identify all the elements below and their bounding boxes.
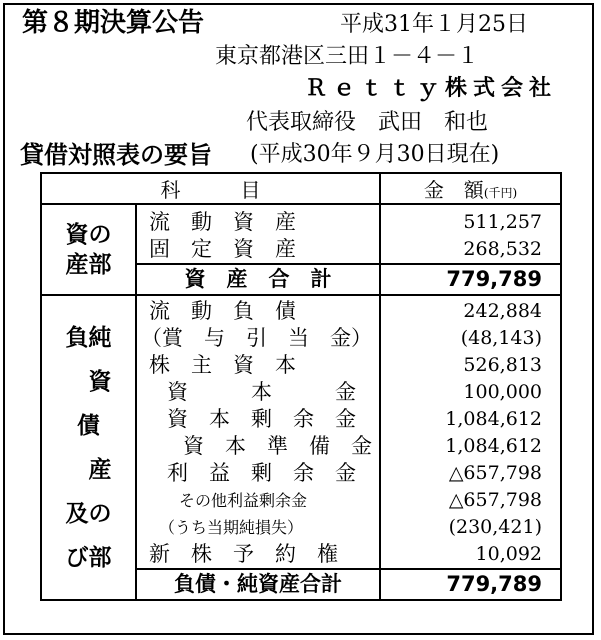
list-value: 100,000	[463, 381, 542, 403]
company-name: Ｒｅｔｔｙ株式会社	[305, 76, 558, 101]
liabilities-label-line: 及の	[65, 500, 112, 527]
balance-sheet-date: (平成30年９月30日現在)	[250, 142, 500, 167]
list-value: 242,884	[463, 300, 542, 322]
balance-sheet-table	[40, 172, 562, 601]
liabilities-label-line: 産	[65, 456, 112, 483]
list-item: 資 本 金	[167, 380, 356, 404]
list-value: 10,092	[475, 543, 542, 565]
list-value: △657,798	[448, 489, 542, 511]
list-item: 資 本 剰 余 金	[167, 407, 356, 431]
list-value: (48,143)	[460, 327, 542, 349]
list-item: 資 本 準 備 金	[183, 434, 372, 458]
list-value: 1,084,612	[445, 435, 542, 457]
list-item: 株 主 資 本	[149, 353, 296, 377]
notice-date: 平成31年１月25日	[340, 12, 528, 37]
column-header-unit: (千円)	[483, 186, 518, 200]
company-address: 東京都港区三田１－４－１	[215, 44, 480, 69]
list-item: 利 益 剰 余 金	[167, 461, 356, 485]
liabilities-values	[380, 295, 561, 569]
liabilities-label-line: 負純	[65, 324, 112, 351]
list-value: 268,532	[463, 238, 542, 260]
list-item: 固 定 資 産	[149, 237, 296, 261]
list-value: 1,084,612	[445, 408, 542, 430]
assets-section	[41, 204, 561, 264]
assets-label-line: 産部	[65, 251, 112, 278]
liabilities-label-line: 資	[65, 368, 112, 395]
assets-section-label	[41, 204, 136, 295]
liabilities-total-label: 負債・純資産合計	[136, 569, 380, 600]
liabilities-label-line: び部	[65, 544, 112, 571]
list-item: 新 株 予 約 権	[149, 542, 338, 566]
liabilities-label-line: 債	[77, 412, 123, 439]
list-value: △657,798	[448, 462, 542, 484]
column-header-amount	[380, 173, 561, 204]
balance-sheet-title: 貸借対照表の要旨	[20, 141, 212, 169]
assets-items	[136, 204, 380, 264]
list-item: 流 動 負 債	[149, 299, 296, 323]
column-header-amount-label: 金 額	[423, 178, 484, 202]
column-header-item: 科 目	[41, 173, 380, 204]
list-item: （賞 与 引 当 金）	[141, 326, 372, 350]
list-value: 526,813	[463, 354, 542, 376]
assets-total-label: 資 産 合 計	[136, 264, 380, 295]
liabilities-items	[136, 295, 380, 569]
assets-total-value: 779,789	[380, 264, 561, 295]
liabilities-total-value: 779,789	[380, 569, 561, 600]
list-value: (230,421)	[448, 516, 542, 538]
list-value: 511,257	[463, 211, 542, 233]
liabilities-section-label	[41, 295, 136, 600]
assets-values	[380, 204, 561, 264]
assets-label-line: 資の	[65, 221, 112, 248]
list-item: その他利益剰余金	[179, 491, 308, 510]
list-item: （うち当期純損失）	[159, 518, 304, 537]
notice-title: 第８期決算公告	[22, 8, 205, 38]
table-header-row	[41, 173, 561, 204]
list-item: 流 動 資 産	[149, 210, 296, 234]
representative: 代表取締役 武田 和也	[246, 110, 489, 135]
liabilities-section	[41, 295, 561, 569]
